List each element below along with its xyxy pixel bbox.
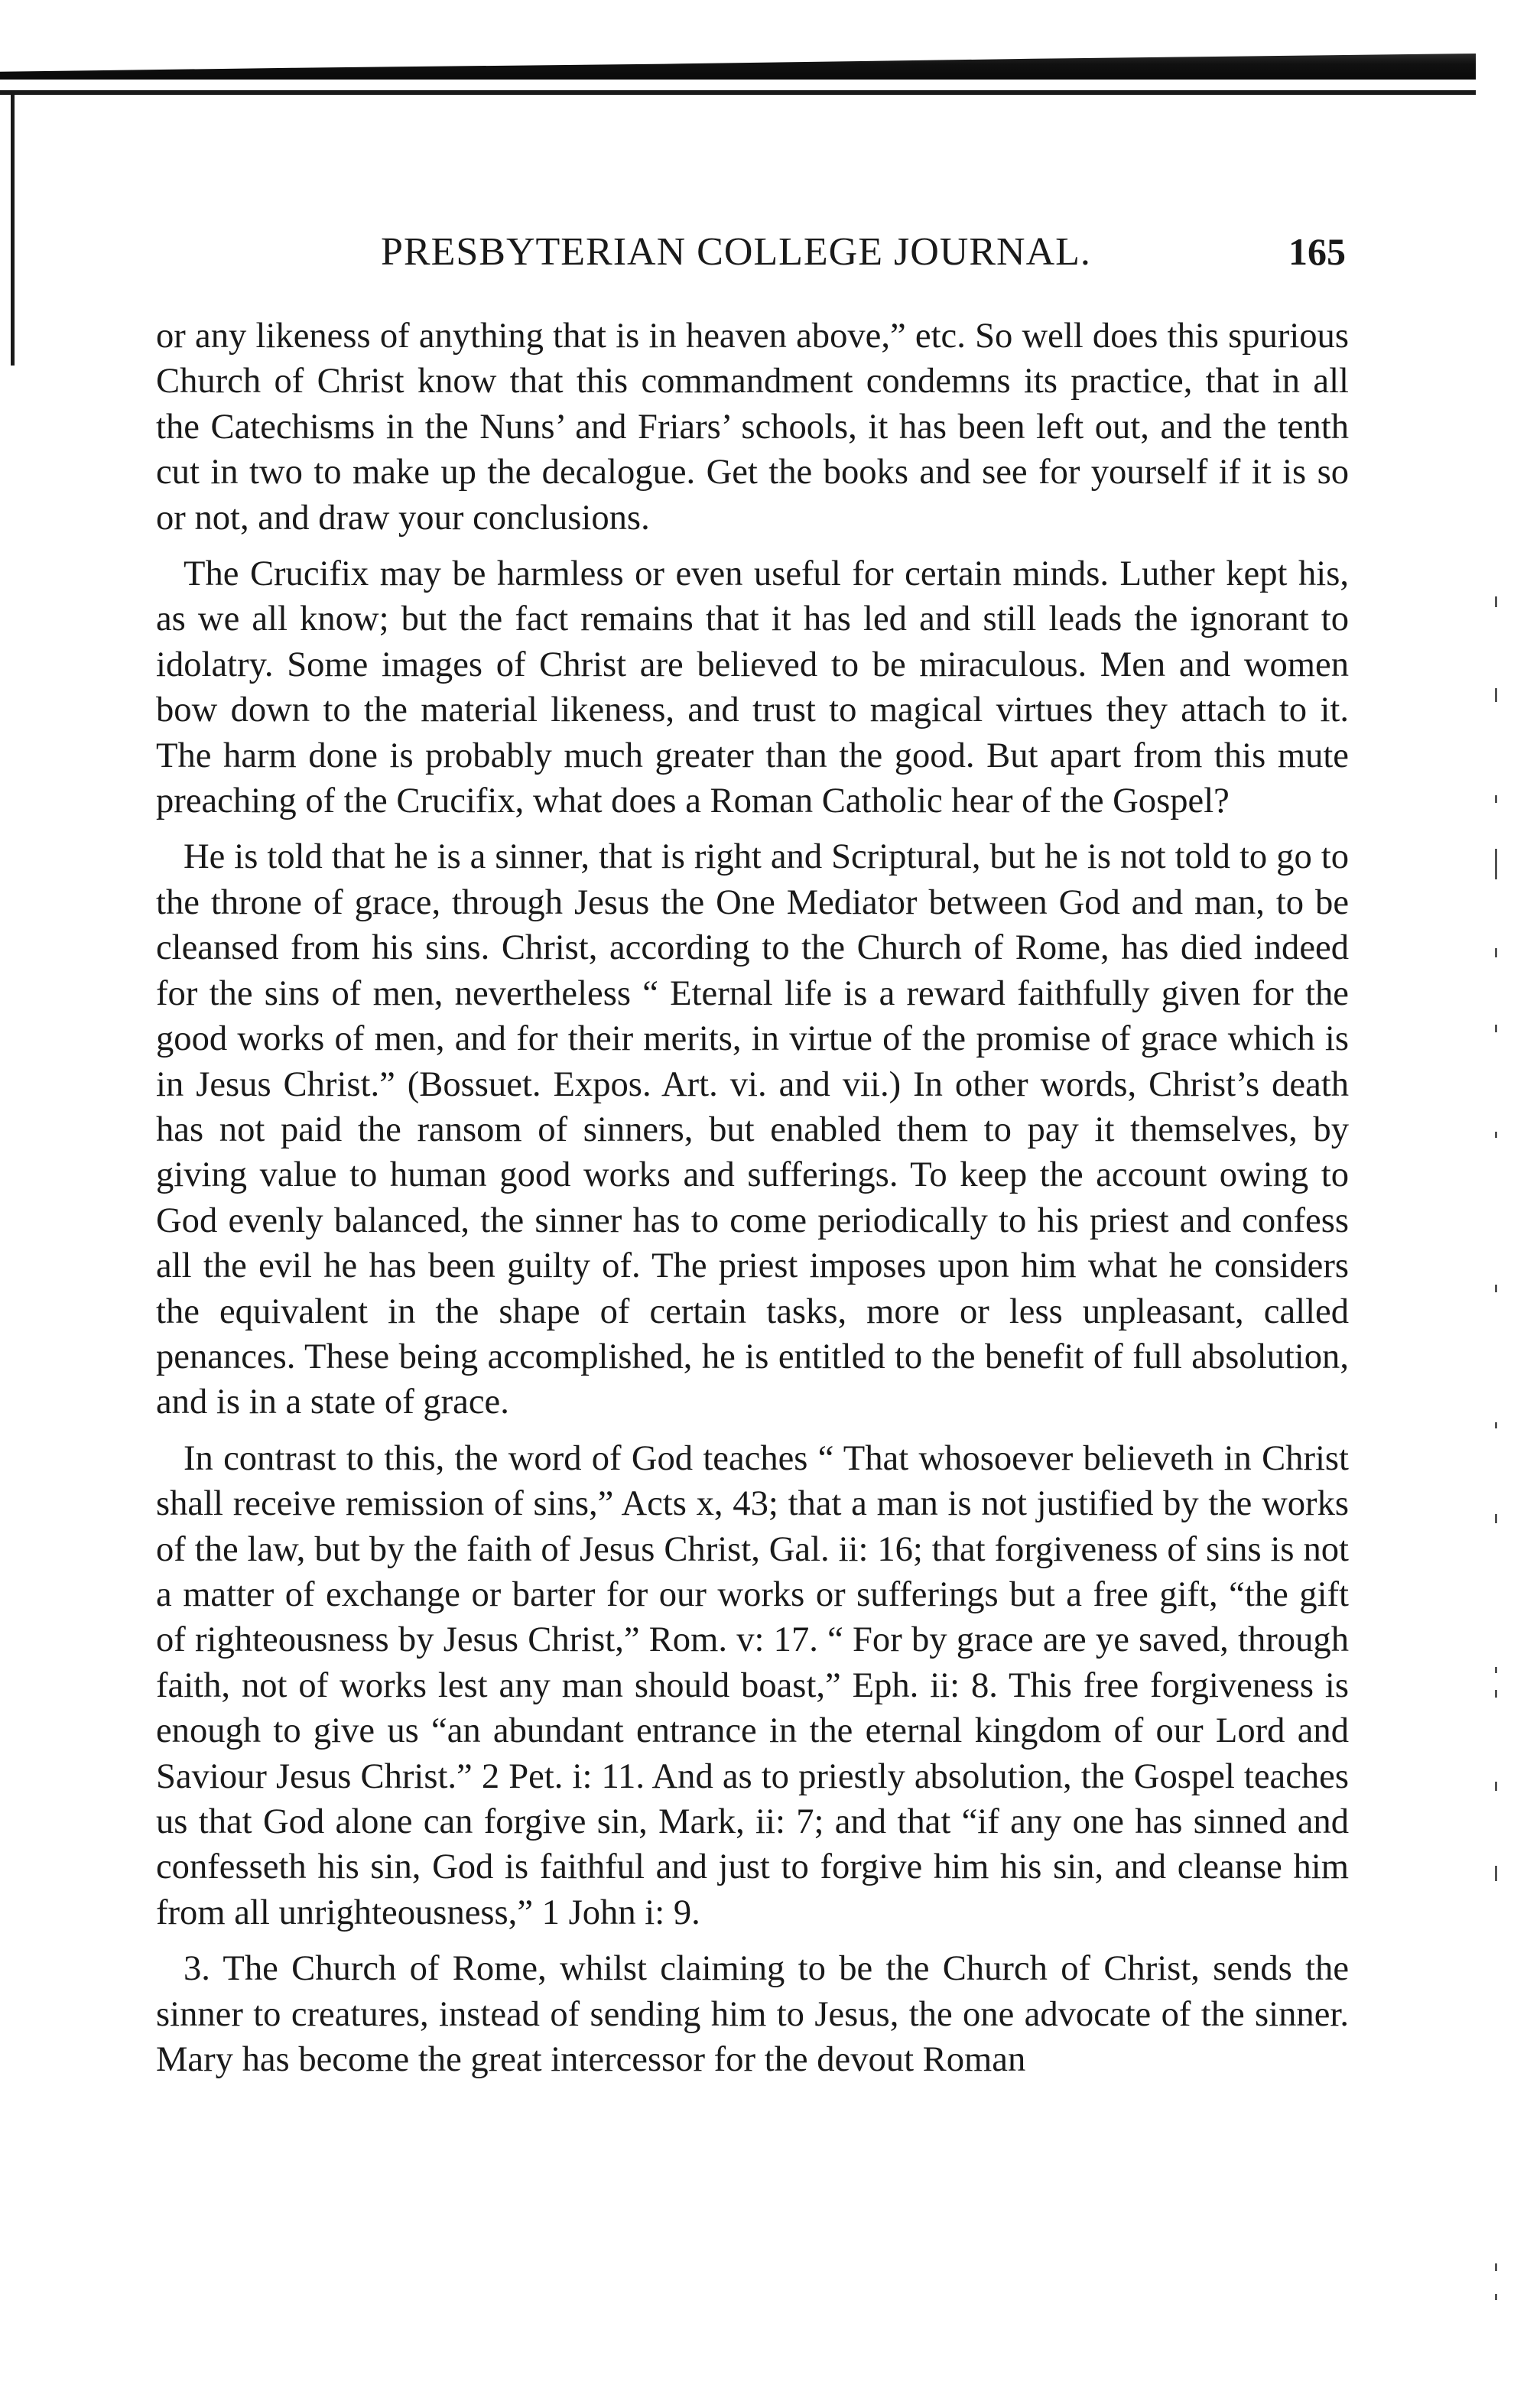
- page-number: 165: [1288, 230, 1346, 273]
- paragraph-sinner: He is told that he is a sinner, that is right and Scriptural, but he is not told to go to the throne of grace, through Jesus the One Mediator between God and man, to be cleansed from his sins. Christ, according to the Church of Rome, has died indeed for the sins of men, nevertheless “ Eternal life is a reward faithfully given for the good works of men, and for their merits, in virtue of the promise of grace which is in Jesus Christ.” (Bossuet. Expos. Art. vi. and vii.) In other words, Christ’s death has not paid the ransom of sinners, but enabled them to pay it themselves, by giving value to human good works and sufferings. To keep the account owing to God evenly balanced, the sinner has to come periodically to his priest and confess all the evil he has been guilty of. The priest imposes upon him what he considers the equivalent in the shape of certain tasks, more or less unpleasant, called penances. These being accomplished, he is entitled to the benefit of full absolution, and is in a state of grace.: [156, 837, 1349, 1422]
- scan-top-rule: [0, 90, 1476, 95]
- scan-edge-bar: [0, 54, 1476, 80]
- article-body: [156, 314, 1349, 2082]
- scan-edge-specks: [1495, 596, 1503, 2355]
- paragraph-continuation: or any likeness of anything that is in heaven above,” etc. So well does this spurious Church of Christ know that this commandment condemns its practice, that in all the Catechisms in the Nuns’ and Friars’ schools, it has been left out, and the tenth cut in two to make up the decalogue. Get the books and see for yourself if it is so or not, and draw your conclusions.: [156, 316, 1349, 538]
- paragraph-point-three: 3. The Church of Rome, whilst claiming to be the Church of Christ, sends the sinner to creatures, instead of sending him to Jesus, the one advocate of the sinner. Mary has become the great intercessor for the devout Roman: [156, 1948, 1349, 2080]
- paragraph-word-of-god: In contrast to this, the word of God teaches “ That whosoever believeth in Christ shall receive remission of sins,” Acts x, 43; that a man is not justified by the works of the law, but by the faith of Jesus Christ, Gal. ii: 16; that forgiveness of sins is not a matter of exchange or barter for our works or sufferings but a free gift, “the gift of righteousness by Jesus Christ,” Rom. v: 17. “ For by grace are ye saved, through faith, not of works lest any man should boast,” Eph. ii: 8. This free forgiveness is enough to give us “an abundant entrance in the eternal kingdom of our Lord and Saviour Jesus Christ.” 2 Pet. i: 11. And as to priestly absolution, the Gospel teaches us that God alone can forgive sin, Mark, ii: 7; and that “if any one has sinned and confesseth his sin, God is faithful and just to forgive him his sin, and cleanse him from all unrighteousness,” 1 John i: 9.: [156, 1438, 1349, 1932]
- page-header: [153, 229, 1346, 291]
- running-title: PRESBYTERIAN COLLEGE JOURNAL.: [381, 230, 1091, 274]
- paragraph-crucifix: The Crucifix may be harmless or even useful for certain minds. Luther kept his, as we all know; but the fact remains that it has led and still leads the ignorant to idolatry. Some images of Christ are believed to be miraculous. Men and women bow down to the material likeness, and trust to magical virtues they attach to it. The harm done is probably much greater than the good. But apart from this mute preaching of the Crucifix, what does a Roman Catholic hear of the Gospel?: [156, 554, 1349, 821]
- scan-left-rule: [11, 90, 15, 366]
